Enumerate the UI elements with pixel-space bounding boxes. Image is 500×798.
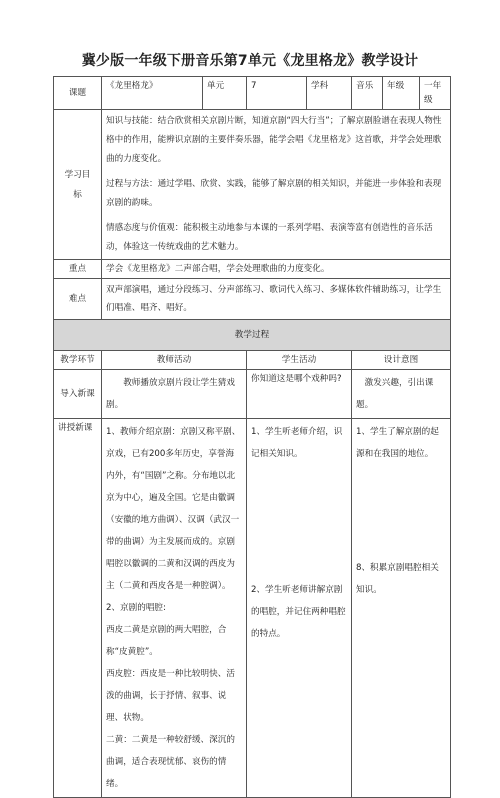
teacher-cell [102, 419, 247, 798]
difficulty-row [54, 279, 451, 320]
key-point-text: 学会《龙里格龙》二声部合唱，学会处理歌曲的力度变化。 [102, 260, 451, 279]
table-row [54, 370, 451, 419]
objectives-row [54, 110, 451, 260]
difficulty-text: 双声部演唱，通过分段练习、分声部练习、歌词代入练习、多媒体软件辅助练习，让学生们唱准、唱齐、唱好。 [102, 279, 451, 320]
teacher-text: 西皮二黄是京剧的两大唱腔，合称“皮黄腔”。 [106, 625, 227, 657]
lesson-plan-table [53, 76, 451, 798]
column-teacher: 教师活动 [102, 351, 247, 370]
stage-cell: 导入新课 [54, 370, 102, 419]
document-title: 冀少版一年级下册音乐第7单元《龙里格龙》教学设计 [81, 53, 419, 69]
table-row [54, 419, 451, 798]
grade-label: 年级 [383, 77, 420, 110]
teacher-text: 教师播放京剧片段让学生猜戏剧。 [106, 378, 235, 410]
student-text: 2、学生听老师讲解京剧的唱腔，并记住两种唱腔的特点。 [251, 585, 346, 639]
intent-text: 激发兴趣，引出课题。 [356, 378, 434, 410]
difficulty-label: 难点 [54, 279, 102, 320]
columns-row [54, 351, 451, 370]
teacher-cell [102, 370, 247, 419]
student-cell [247, 419, 352, 798]
column-intent: 设计意图 [352, 351, 451, 370]
intent-text: 1、学生了解京剧的起源和在我国的地位。 [356, 427, 439, 459]
key-point-label: 重点 [54, 260, 102, 279]
student-text: 1、学生听老师介绍，识记相关知识。 [251, 427, 343, 459]
teacher-text: 西皮腔：西皮是一种比较明快、活泼的曲调，长于抒情、叙事、说理、状物。 [106, 669, 235, 723]
intent-cell [352, 419, 451, 798]
teacher-text: 1、教师介绍京剧：京剧又称平剧、京戏，已有200多年历史，享誉海内外，有“国剧”之称。分布地以北京为中心，遍及全国。它是由徽调（安徽的地方曲调）、汉调（武汉一带的曲调）为主发展而成的。京剧唱腔以徽调的二黄和汉调的西皮为主（二黄和西皮各是一种腔调）。 [106, 427, 241, 591]
student-cell [247, 370, 352, 419]
process-header-row [54, 320, 451, 351]
objectives-label: 学习目标 [54, 110, 102, 260]
key-point-row [54, 260, 451, 279]
intent-text: 8、积累京剧唱腔相关知识。 [356, 563, 439, 595]
objective-emotion: 情感态度与价值观：能积极主动地参与本课的一系列学唱、表演等富有创造性的音乐活动，体验这一传统戏曲的艺术魅力。 [106, 223, 433, 252]
objective-knowledge: 知识与技能：结合欣赏相关京剧片断，知道京剧“四大行当”；了解京剧脸谱在表现人物性格中的作用，能辨识京剧的主要伴奏乐器，能学会唱《龙里格龙》这首歌，并学会处理歌曲的力度变化。 [106, 116, 442, 164]
process-header: 教学过程 [54, 320, 451, 351]
teacher-text: 二黄：二黄是一种较舒缓、深沉的曲调，适合表现忧郁、哀伤的情绪。 [106, 735, 235, 789]
subject-value: 音乐 [352, 77, 383, 110]
unit-label: 单元 [203, 77, 247, 110]
header-row [54, 77, 451, 110]
column-stage: 教学环节 [54, 351, 102, 370]
grade-value: 一年级 [420, 77, 451, 110]
objective-process: 过程与方法：通过学唱、欣赏、实践，能够了解京剧的相关知识，并能进一步体验和表现京剧的韵味。 [106, 179, 442, 208]
stage-cell: 讲授新课 [54, 419, 102, 798]
unit-value: 7 [247, 77, 307, 110]
course-label: 课题 [54, 77, 102, 110]
teacher-text: 2、京剧的唱腔: [106, 603, 166, 613]
column-student: 学生活动 [247, 351, 352, 370]
subject-label: 学科 [307, 77, 352, 110]
student-text: 你知道这是哪个戏种吗? [251, 374, 342, 384]
course-value: 《龙里格龙》 [102, 77, 203, 110]
intent-cell [352, 370, 451, 419]
objectives-content [102, 110, 451, 260]
